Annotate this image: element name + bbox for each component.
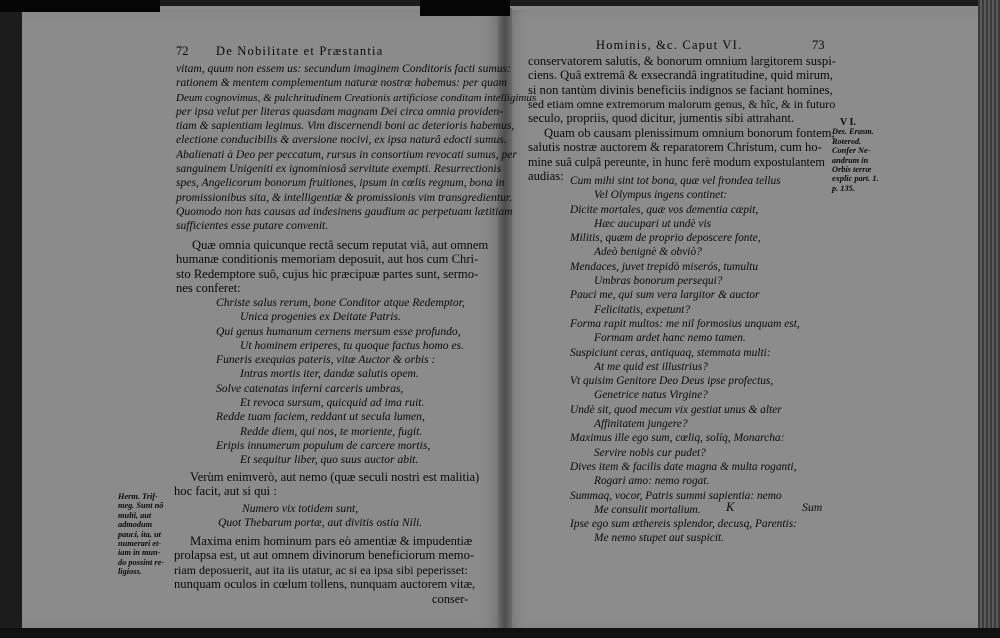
scan-shadow xyxy=(420,0,510,16)
verse-line: Pauci me, qui sum vera largitor & auctor xyxy=(570,289,760,302)
verse-line: Rogari amo: nemo rogat. xyxy=(594,475,710,488)
verse-line: Ut hominem eriperes, tu quoque factus homo es. xyxy=(240,338,465,352)
verse-line: Dives item & facilis date magna & multa roganti, xyxy=(570,460,797,473)
text-line: ciens. Quâ extremâ & exsecrandâ ingratitudine, quid mirum, xyxy=(528,68,833,83)
text-line: sed etiam omne extremorum malorum genus, & hîc, & in futuro xyxy=(528,96,836,111)
text-line: tiam & sapientiam legimus. Vim discernendi boni ac deterioris habemus, xyxy=(176,119,515,133)
text-line: Abalienati à Deo per peccatum, rursus in consortium revocati sumus, per xyxy=(176,147,517,161)
margin-line: andrum in xyxy=(832,155,869,165)
verse-line: Ipse ego sum æthereis splendor, decusq, Parentis: xyxy=(570,518,797,531)
verse-line: Genetrice natus Virgine? xyxy=(594,389,708,402)
margin-line: pauci, ita, ut xyxy=(118,529,161,539)
text-line: hoc facit, aut si qui : xyxy=(174,484,277,499)
text-line: Verùm enimverò, aut nemo (quæ seculi nostri est malitia) xyxy=(190,470,480,484)
verse-line: Funeris exequias pateris, vitæ Auctor & orbis : xyxy=(216,353,436,367)
margin-line: Des. Erasm. xyxy=(832,127,874,137)
verse-line: Solve catenatas inferni carceris umbras, xyxy=(216,381,404,395)
text-line: salutis nostræ auctorem & reparatorem Christum, cum ho- xyxy=(528,140,822,155)
verse-line: Maximus ille ego sum, cœliq, solíq, Monarcha: xyxy=(570,432,785,445)
text-line: humanæ conditionis memoriam deposuit, aut hos cum Chri- xyxy=(176,252,479,267)
margin-line: explic part. 1. xyxy=(832,174,879,184)
text-line: electione conducibilis & aversione nocivi, ex ipsa naturâ edocti sumus. xyxy=(176,133,507,147)
scan-bottom-edge xyxy=(0,628,1000,638)
verse-line: At me quid est illustrius? xyxy=(594,360,708,373)
margin-line: ligioss. xyxy=(118,567,142,577)
margin-line: p. 135. xyxy=(832,183,855,193)
page-edges xyxy=(978,0,1000,638)
verse-line: Et sequitur liber, quo suus auctor abit. xyxy=(240,453,419,467)
right-page-number: 73 xyxy=(812,38,825,52)
verse-line: Adeò benignè & obviò? xyxy=(594,246,702,259)
text-line: Maxima enim hominum pars eò amentiæ & impudentiæ xyxy=(190,534,473,548)
verse-line: Christe salus rerum, bone Conditor atque Redemptor, xyxy=(216,296,465,309)
left-margin-note xyxy=(118,492,164,577)
left-catchword: conser- xyxy=(432,592,469,606)
verse-line: Umbras bonorum persequi? xyxy=(594,275,723,288)
margin-line: meg. Sunt nô xyxy=(118,501,164,511)
verse-line: Redde diem, qui nos, te moriente, fugit. xyxy=(240,424,423,438)
text-line: spes, Angelicorum bonorum fruitiones, ipsum in cœlis regnum, bona in xyxy=(176,176,505,190)
right-margin-note xyxy=(832,118,879,193)
verse-line: Forma rapit multos: me nil formosius unquam est, xyxy=(570,317,800,330)
text-line: promissionibus sita, & intelligentiæ & promissionis vim transgredientur. xyxy=(176,190,512,204)
text-line: Quomodo non has causas ad indesinens gaudium ac perpetuam lætitiam xyxy=(176,204,513,218)
text-line: rationem & mentem complementum naturæ nostræ habemus: per quam xyxy=(176,76,508,90)
text-line: Quæ omnia quicunque rectâ secum reputat viâ, aut omnem xyxy=(192,238,489,252)
margin-line: admodum xyxy=(118,520,153,530)
verse-line: Militis, quæm de proprio deposcere fonte, xyxy=(570,232,761,245)
signature-mark: K xyxy=(726,500,735,514)
text-line: si non tantùm divinis beneficiis indignos se faciant homines, xyxy=(528,82,833,97)
right-running-head: Hominis, &c. Caput VI. xyxy=(596,38,743,52)
margin-line: iam in mun- xyxy=(118,548,161,558)
left-paragraph-3 xyxy=(174,534,475,591)
text-line: audias: xyxy=(528,168,564,183)
text-line: seculo, propriis, quod dicitur, jumentis sibi attrahant. xyxy=(528,111,795,126)
text-line: Deum cognovimus, & pulchritudinem Creationis artificiose conditam intelligimus xyxy=(176,91,537,104)
text-line: per ipsa velut per literas quasdam magnam Dei circa omnia providen- xyxy=(176,104,503,118)
verse-line: Redde tuam faciem, reddant ut secula lumen, xyxy=(216,410,425,424)
right-paragraph-1 xyxy=(528,54,836,125)
margin-line: Orbis terræ xyxy=(832,164,872,174)
verse-line: Et revoca sursum, quicquid ad ima ruit. xyxy=(240,396,425,410)
text-line: sto Redemptore suô, cujus hic præcipuæ partes sunt, sermo- xyxy=(176,266,479,281)
verse-line: Qui genus humanum cernens mersum esse profundo, xyxy=(216,324,461,338)
verse-line: Hæc aucupari ut undè vis xyxy=(594,217,712,230)
verse-line: Vt quisim Genitore Deo Deus ipse profectus, xyxy=(570,375,774,388)
verse-line: Undè sit, quod mecum vix gestiat unus & alter xyxy=(570,403,782,416)
margin-line: multi, aut xyxy=(118,510,152,520)
text-line: sanguinem Unigeniti ex ignominiosâ servitute exempti. Resurrectionis xyxy=(176,162,502,176)
verse-line: Numero vix totidem sunt, xyxy=(242,502,359,515)
verse-line: Quot Thebarum portæ, aut divitis ostia Nili. xyxy=(218,516,423,530)
text-line: riam deposuerit, aut ita iis utatur, ac si ea ipsa sibi peperisset: xyxy=(174,562,468,577)
text-line: sufficientes esse putare convenit. xyxy=(176,219,329,233)
margin-line: Confer Ne- xyxy=(832,146,871,156)
left-paragraph-1 xyxy=(176,238,488,295)
verse-line: Affinitatem jungere? xyxy=(594,418,688,431)
text-line: Quam ob causam plenissimum omnium bonorum fontem, xyxy=(544,126,835,140)
left-running-head: De Nobilitate et Præstantia xyxy=(216,44,384,58)
verse-line: Formam ardet hanc nemo tamen. xyxy=(594,332,746,345)
verse-line: Eripis innumerum populum de carcere mortis, xyxy=(216,438,431,452)
margin-line: Herm. Trif- xyxy=(118,492,158,501)
verse-line: Vel Olympus ingens continet: xyxy=(594,189,728,202)
text-line: conservatorem salutis, & bonorum omnium largitorem suspi- xyxy=(528,54,836,68)
verse-line: Intras mortis iter, dandæ salutis opem. xyxy=(240,367,419,381)
right-verse xyxy=(570,174,800,546)
verse-line: Suspiciunt ceras, antiquaq, stemmata multi: xyxy=(570,346,771,359)
right-catchword: Sum xyxy=(802,500,823,514)
left-paragraph-2 xyxy=(174,470,479,499)
verse-line: Unica progenies ex Deitate Patris. xyxy=(240,310,401,324)
text-line: nunquam oculos in cœlum tollens, nunquam auctorem vitæ, xyxy=(174,576,476,591)
text-line: prolapsa est, ut aut omnem divinorum beneficiorum memo- xyxy=(174,548,475,563)
scan-shadow xyxy=(0,0,160,12)
verse-line: Servire nobis cur pudet? xyxy=(594,446,706,459)
left-verse xyxy=(216,296,465,468)
verse-line: Me consulit mortalium. xyxy=(594,503,701,516)
text-line: mine suâ culpâ pereunte, in hunc ferè modum expostulantem xyxy=(528,154,825,169)
text-line: nes conferet: xyxy=(176,280,241,295)
verse-line: Mendaces, juvet trepidò miserós, tumultu xyxy=(570,260,759,273)
verse-line: Dicite mortales, quæ vos dementia cæpit, xyxy=(570,203,759,216)
text-line: vitam, quum non essem us: secundum imaginem Conditoris facti sumus: xyxy=(176,62,511,75)
margin-line: V I. xyxy=(840,117,856,128)
left-page-number: 72 xyxy=(176,44,189,58)
verse-line: Summaq, vocor, Patris summi sapientia: nemo xyxy=(570,489,782,502)
margin-line: do possint re- xyxy=(118,557,165,567)
left-verse-2 xyxy=(218,502,422,531)
verse-line: Me nemo stupet aut suspicit. xyxy=(594,532,725,545)
margin-line: numerari et- xyxy=(118,538,162,548)
verse-line: Felicitatis, expetunt? xyxy=(594,303,691,316)
margin-line: Roterod. xyxy=(832,136,862,146)
verse-line: Cum mihi sint tot bona, quæ vel frondea tellus xyxy=(570,175,781,187)
left-italic-block xyxy=(176,62,536,234)
